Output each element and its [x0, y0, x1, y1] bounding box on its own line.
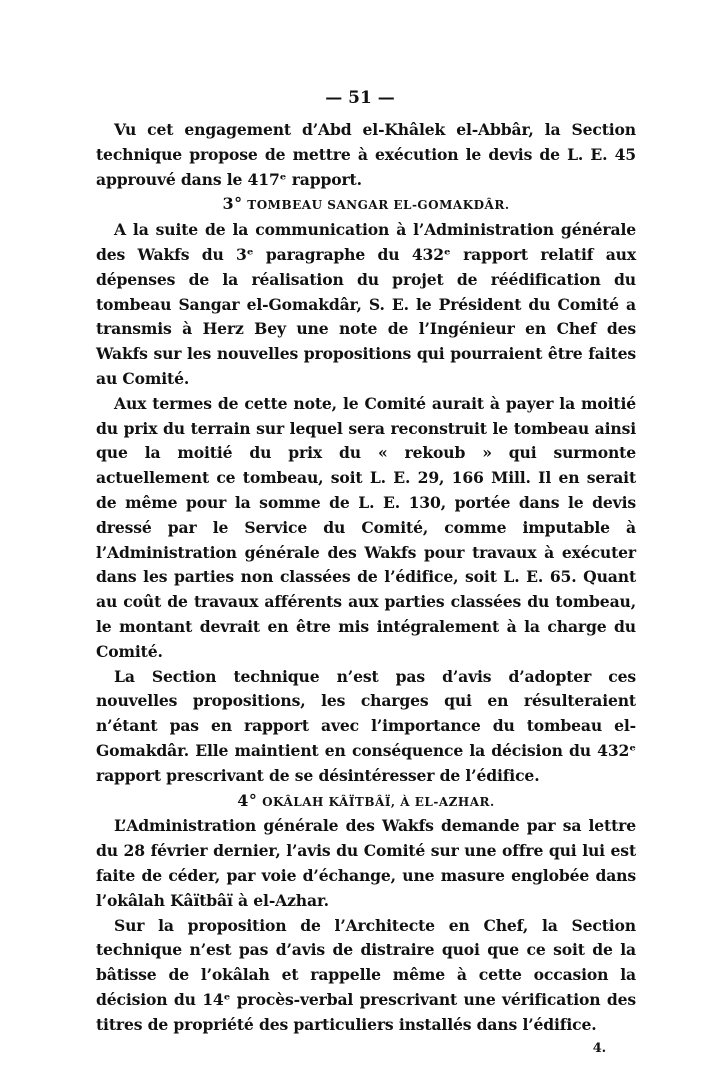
section-3-paragraph-3: La Section technique n’est pas d’avis d’adopter ces nouvelles propositions, les charges qui en résulteraient n’étant pas en rapport avec l’importance du tombeau el-Gomakdâr. Elle maintient en conséquence la décision du 432ᵉ rapport prescrivant de se désintéresser de l’édifice.: [96, 666, 636, 785]
intro-paragraph: Vu cet engagement d’Abd el-Khâlek el-Abbâr, la Section technique propose de mettre à exécution le devis de L. E. 45 approuvé dans le 417ᵉ rapport.: [96, 120, 636, 189]
section-4-heading: [96, 789, 636, 815]
signature-mark: 4.: [592, 1041, 606, 1057]
section-4-paragraph-2: Sur la proposition de l’Architecte en Chef, la Section technique n’est pas d’avis de distraire quoi que ce soit de la bâtisse de l’okâlah et rappelle même à cette occasion la décision du 14ᵉ procès-verbal prescrivant une vérification des titres de propriété des particuliers installés dans l’édifice.: [96, 915, 636, 1034]
section-4-paragraph-1: L’Administration générale des Wakfs demande par sa lettre du 28 février dernier, l’avis du Comité sur une offre qui lui est faite de céder, par voie d’échange, une masure englobée dans l’okâlah Kâïtbâï à el-Azhar.: [96, 816, 636, 910]
page-number: — 51 —: [325, 88, 395, 108]
section-3-paragraph-2: Aux termes de cette note, le Comité aurait à payer la moitié du prix du terrain sur lequel sera reconstruit le tombeau ainsi que la moitié du prix du « rekoub » qui surmonte actuellement ce tombeau, soit L. E. 29, 166 Mill. Il en serait de même pour la somme de L. E. 130, portée dans le devis dressé par le Service du Comité, comme imputable à l’Administration générale des Wakfs pour travaux à exécuter dans les parties non classées de l’édifice, soit L. E. 65. Quant au coût de travaux afférents aux parties classées du tombeau, le montant devrait en être mis intégralement à la charge du Comité.: [96, 393, 636, 661]
section-3-title: TOMBEAU SANGAR EL-GOMAKDÂR.: [247, 198, 510, 213]
section-3-heading: [96, 192, 636, 218]
section-4-title: OKÂLAH KÂÏTBÂÏ, À EL-AZHAR.: [262, 794, 495, 809]
section-4-number: 4°: [237, 790, 258, 810]
document-body: [96, 118, 636, 1062]
section-3-paragraph-1: A la suite de la communication à l’Administration générale des Wakfs du 3ᵉ paragraphe du 432ᵉ rapport relatif aux dépenses de la réalisation du projet de réédification du tombeau Sangar el-Gomakdâr, S. E. le Président du Comité a transmis à Herz Bey une note de l’Ingénieur en Chef des Wakfs sur les nouvelles propositions qui pourraient être faites au Comité.: [96, 220, 636, 388]
section-3-number: 3°: [222, 194, 243, 214]
